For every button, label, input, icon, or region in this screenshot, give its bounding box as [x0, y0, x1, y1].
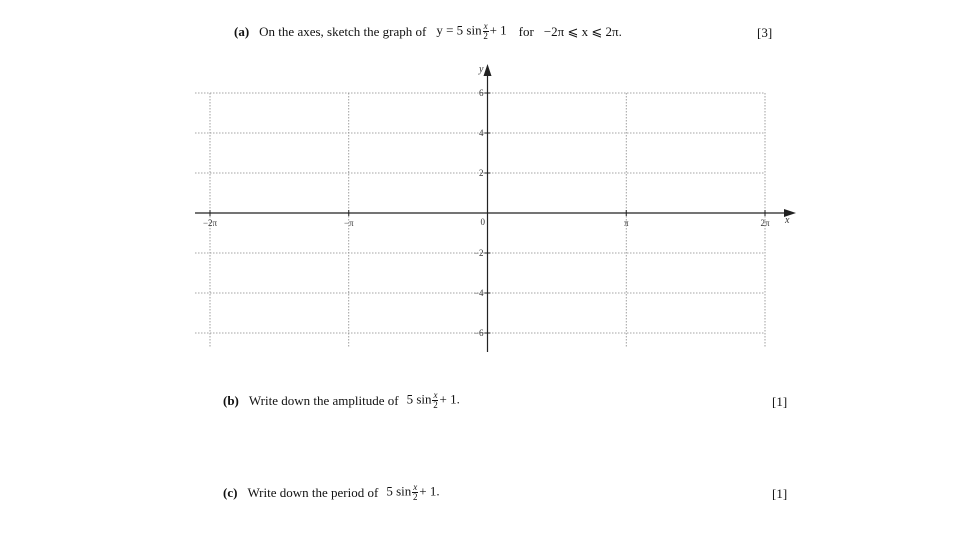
- question-c-marks: [1]: [772, 486, 788, 501]
- question-a-label: (a): [234, 23, 250, 39]
- question-c: [223, 483, 440, 502]
- y-tick-label: 4: [479, 128, 484, 138]
- fraction-numerator: x: [483, 21, 488, 31]
- x-tick-label: 2π: [760, 218, 770, 228]
- question-b-text: Write down the amplitude of: [248, 392, 399, 408]
- fraction-denominator: 2: [413, 492, 418, 502]
- y-axis-label: y: [479, 64, 484, 75]
- y-tick-label: 2: [479, 168, 484, 178]
- fraction: [432, 391, 438, 410]
- fraction: [412, 483, 418, 502]
- fraction-numerator: x: [433, 390, 438, 400]
- x-tick-label: π: [623, 218, 629, 228]
- question-c-label: (c): [223, 484, 238, 500]
- question-c-function: [386, 483, 439, 502]
- y-axis-arrow: [484, 64, 492, 76]
- x-tick-label: −2π: [202, 218, 218, 228]
- question-b: [223, 391, 460, 410]
- fraction-denominator: 2: [433, 400, 438, 410]
- x-tick-label: −π: [343, 218, 354, 228]
- question-b-label: (b): [223, 392, 239, 408]
- domain-word: for: [518, 23, 534, 39]
- fraction-numerator: x: [413, 482, 418, 492]
- question-c-text: Write down the period of: [247, 484, 379, 500]
- fraction-denominator: 2: [483, 31, 488, 41]
- question-a-text: On the axes, sketch the graph of: [259, 23, 427, 39]
- y-tick-label: −4: [473, 288, 484, 298]
- origin-label: 0: [480, 217, 485, 227]
- question-a-marks: [3]: [757, 25, 773, 40]
- function-lhs: 5 sin: [406, 391, 432, 407]
- function-lhs: y = 5 sin: [436, 22, 482, 38]
- x-axis-label: x: [785, 215, 790, 226]
- function-lhs: 5 sin: [386, 483, 412, 499]
- y-tick-label: 6: [479, 88, 484, 98]
- question-b-function: [407, 391, 460, 410]
- function-rhs: + 1.: [439, 391, 460, 407]
- function-rhs: + 1: [489, 22, 507, 38]
- function-rhs: + 1.: [419, 483, 440, 499]
- question-b-marks: [1]: [772, 394, 788, 409]
- domain-inequality: −2π ⩽ x ⩽ 2π.: [543, 23, 622, 39]
- y-tick-label: −6: [473, 328, 484, 338]
- y-tick-label: −2: [473, 248, 484, 258]
